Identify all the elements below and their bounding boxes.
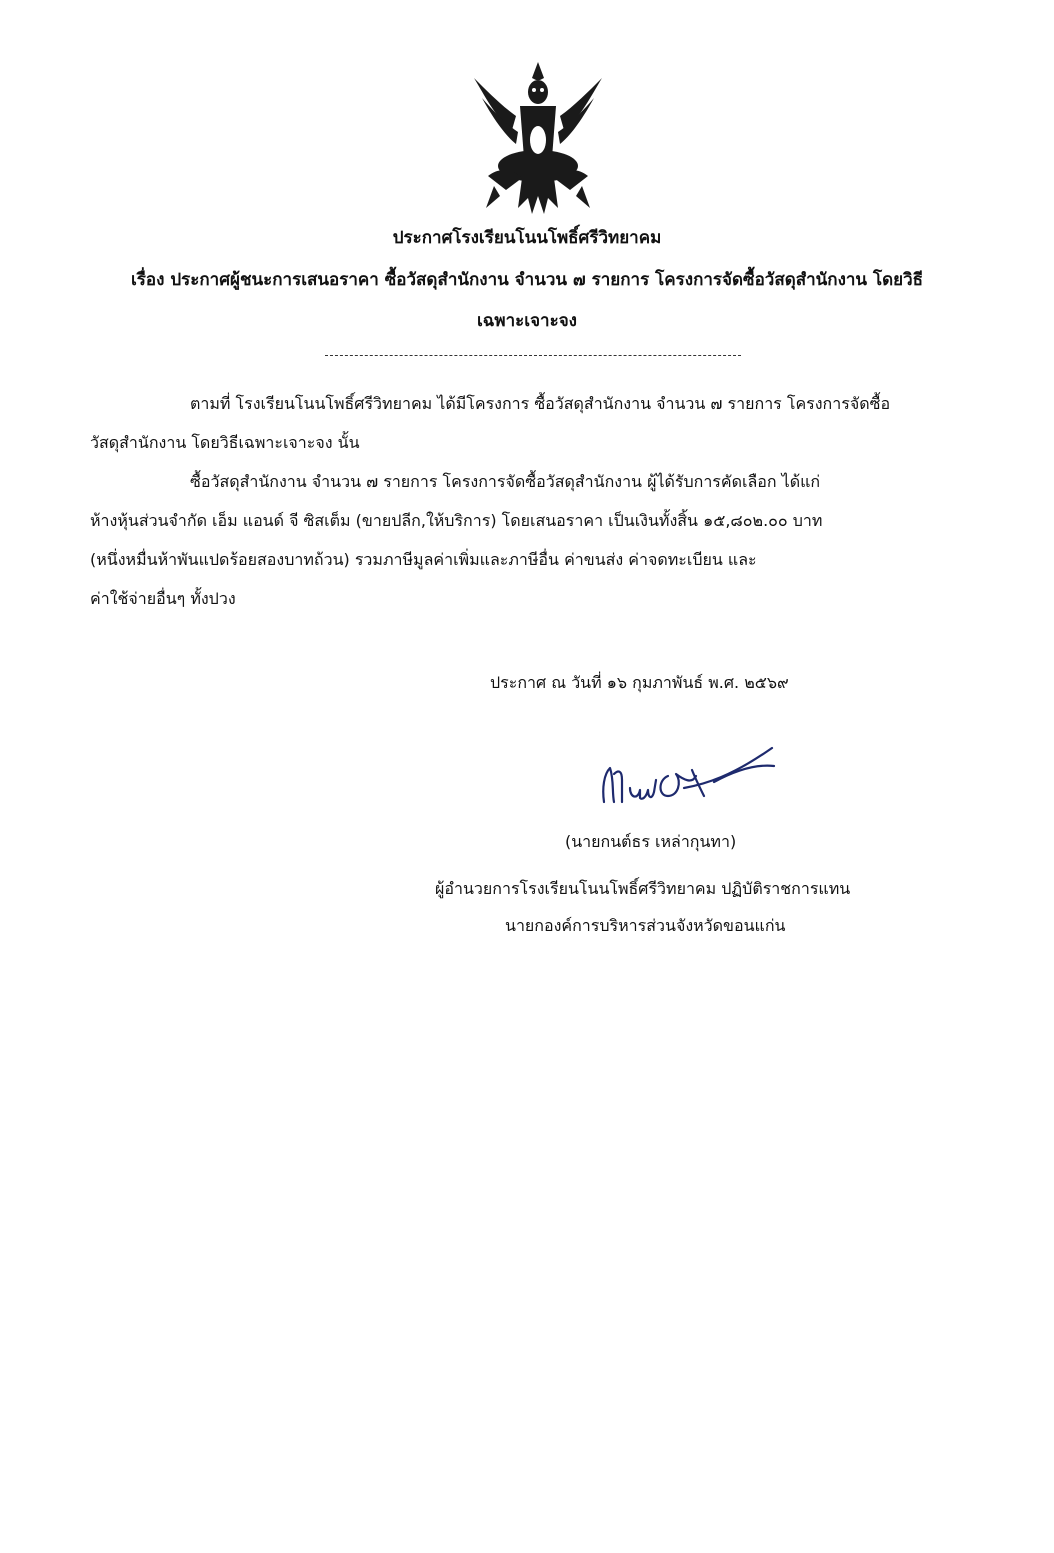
announcement-title: ประกาศโรงเรียนโนนโพธิ์ศรีวิทยาคม [392, 228, 662, 248]
signer-position-1: ผู้อำนวยการโรงเรียนโนนโพธิ์ศรีวิทยาคม ปฏิบัติราชการแทน [435, 879, 851, 898]
signer-name: (นายกนต์ธร เหล่ากุนทา) [565, 832, 737, 851]
date-line: ประกาศ ณ วันที่ ๑๖ กุมภาพันธ์ พ.ศ. ๒๕๖๙ [490, 673, 789, 692]
paragraph-1-line-2: วัสดุสำนักงาน โดยวิธีเฉพาะเจาะจง นั้น [90, 433, 360, 452]
paragraph-2-line-2: ห้างหุ้นส่วนจำกัด เอ็ม แอนด์ จี ซิสเต็ม (ขายปลีก,ให้บริการ) โดยเสนอราคา เป็นเงินทั้งสิ้น ๑๕,๘๐๒.๐๐ บาท [90, 511, 823, 530]
signer-position-2: นายกองค์การบริหารส่วนจังหวัดขอนแก่น [505, 916, 786, 935]
paragraph-2-line-4: ค่าใช้จ่ายอื่นๆ ทั้งปวง [90, 589, 236, 608]
handwritten-signature [596, 740, 776, 810]
paragraph-2-line-1: ซื้อวัสดุสำนักงาน จำนวน ๗ รายการ โครงการจัดซื้อวัสดุสำนักงาน ผู้ได้รับการคัดเลือก ได้แก่ [190, 472, 821, 491]
paragraph-1-line-1: ตามที่ โรงเรียนโนนโพธิ์ศรีวิทยาคม ได้มีโครงการ ซื้อวัสดุสำนักงาน จำนวน ๗ รายการ โครงการจัดซื้อ [190, 394, 891, 413]
garuda-emblem-icon [466, 58, 610, 218]
subject-line-1: เรื่อง ประกาศผู้ชนะการเสนอราคา ซื้อวัสดุสำนักงาน จำนวน ๗ รายการ โครงการจัดซื้อวัสดุสำนักงาน โดยวิธี [130, 270, 924, 290]
paragraph-2-line-3: (หนึ่งหมื่นห้าพันแปดร้อยสองบาทถ้วน) รวมภาษีมูลค่าเพิ่มและภาษีอื่น ค่าขนส่ง ค่าจดทะเบียน และ [90, 550, 757, 569]
subject-line-2: เฉพาะเจาะจง [477, 311, 577, 331]
divider-line [325, 355, 741, 356]
